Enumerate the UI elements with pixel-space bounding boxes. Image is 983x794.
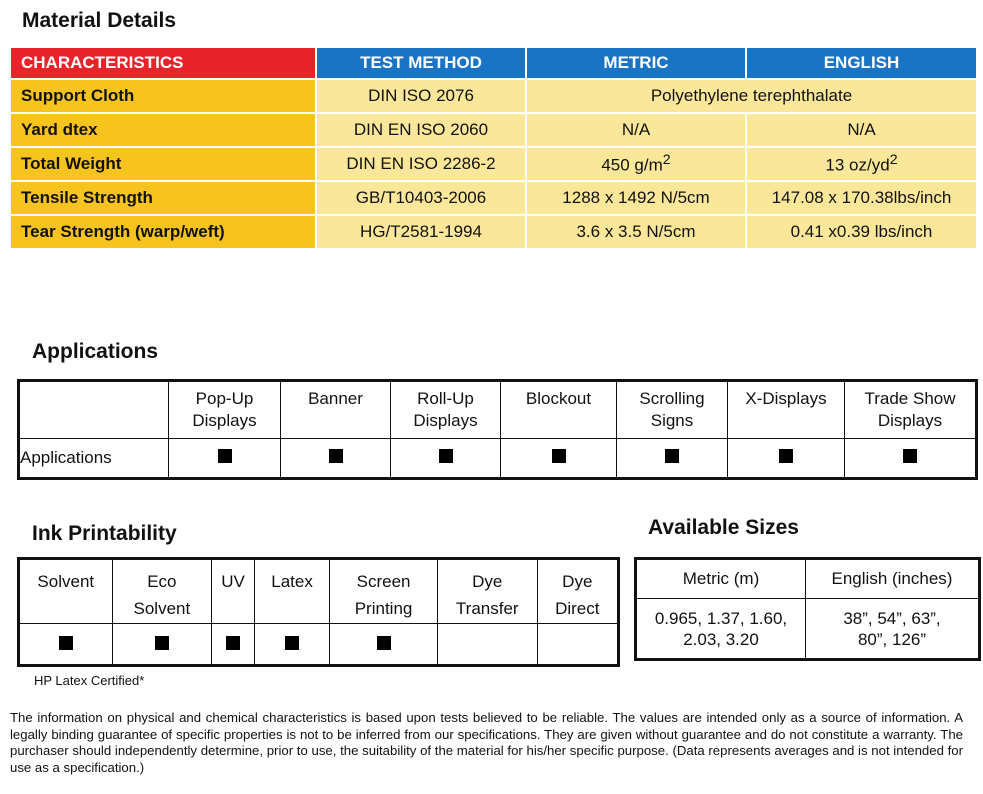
application-check-cell <box>391 439 501 479</box>
metric-sizes-line: 0.965, 1.37, 1.60, <box>654 608 788 628</box>
header-characteristics: CHARACTERISTICS <box>10 47 316 79</box>
ink-check-cell <box>19 624 113 666</box>
header-line: Solvent <box>133 599 191 618</box>
ink-check-cell <box>212 624 255 666</box>
ink-header <box>437 559 537 624</box>
application-header <box>501 381 617 439</box>
application-header <box>281 381 391 439</box>
header-line: UV <box>221 572 245 591</box>
application-header <box>845 381 977 439</box>
ink-header <box>212 559 255 624</box>
check-square-icon <box>59 636 73 650</box>
header-line: Displays <box>192 411 257 430</box>
application-check-cell <box>169 439 281 479</box>
ink-value-row <box>19 624 619 666</box>
check-square-icon <box>377 636 391 650</box>
characteristic-label: Tear Strength (warp/weft) <box>10 215 316 249</box>
header-line: Dye <box>472 572 503 591</box>
material-row-total-weight <box>10 147 977 181</box>
applications-title: Applications <box>32 340 159 363</box>
header-line: Trade Show <box>864 389 956 408</box>
header-line: Eco <box>147 572 177 591</box>
ink-printability-title: Ink Printability <box>32 522 177 545</box>
characteristic-label: Support Cloth <box>10 79 316 113</box>
test-method-value: HG/T2581-1994 <box>316 215 526 249</box>
applications-table <box>17 379 978 480</box>
applications-row-label: Applications <box>19 439 169 479</box>
metric-sizes <box>636 599 806 660</box>
material-header-row <box>10 47 977 79</box>
disclaimer-text: The information on physical and chemical characteristics is based upon tests believed to be reliable. The values are intended only as a source of information. A legally binding guarantee of specific properties is not to be inferred from our specifications. They are given without guarantee and do not constitute a warranty. The purchaser should independently determine, prior to use, the suitability of the material for his/her specific purpose. (Data represents averages and is not intended for use as a specification.) <box>10 710 963 775</box>
check-square-icon <box>779 449 793 463</box>
english-header: English (inches) <box>806 559 980 599</box>
material-row-tear-strength <box>10 215 977 249</box>
header-line: Latex <box>271 572 313 591</box>
characteristic-label: Total Weight <box>10 147 316 181</box>
sizes-value-row <box>636 599 980 660</box>
header-metric: METRIC <box>526 47 746 79</box>
header-line: Displays <box>877 411 943 430</box>
english-exponent: 2 <box>889 152 898 169</box>
ink-check-cell <box>437 624 537 666</box>
ink-check-cell <box>330 624 438 666</box>
ink-header <box>112 559 212 624</box>
test-method-value: DIN EN ISO 2286-2 <box>316 147 526 181</box>
application-check-cell <box>501 439 617 479</box>
test-method-value: DIN EN ISO 2060 <box>316 113 526 147</box>
application-check-cell <box>845 439 977 479</box>
application-header <box>617 381 728 439</box>
header-line: X-Displays <box>745 389 827 408</box>
combined-value: Polyethylene terephthalate <box>526 79 977 113</box>
header-test-method: TEST METHOD <box>316 47 526 79</box>
sizes-header-row <box>636 559 980 599</box>
check-square-icon <box>665 449 679 463</box>
english-sizes <box>806 599 980 660</box>
available-sizes-table <box>634 557 981 661</box>
header-line: Banner <box>308 389 363 408</box>
metric-header: Metric (m) <box>636 559 806 599</box>
english-sizes-line: 80”, 126” <box>857 629 927 649</box>
test-method-value: GB/T10403-2006 <box>316 181 526 215</box>
header-line: Pop-Up <box>195 389 254 408</box>
ink-header <box>254 559 329 624</box>
material-details-table <box>9 46 978 250</box>
material-row-yard-dtex <box>10 113 977 147</box>
ink-header <box>537 559 618 624</box>
header-line: Roll-Up <box>417 389 474 408</box>
test-method-value: DIN ISO 2076 <box>316 79 526 113</box>
english-value: N/A <box>746 113 977 147</box>
english-value <box>746 147 977 181</box>
metric-sizes-line: 2.03, 3.20 <box>683 629 759 649</box>
empty-corner-cell <box>19 381 169 439</box>
check-square-icon <box>285 636 299 650</box>
english-value-text: 13 oz/yd <box>825 155 890 175</box>
characteristic-label: Yard dtex <box>10 113 316 147</box>
header-line: Signs <box>650 411 694 430</box>
ink-check-cell <box>112 624 212 666</box>
check-square-icon <box>226 636 240 650</box>
ink-printability-table <box>17 557 620 667</box>
application-check-cell <box>728 439 845 479</box>
ink-check-cell <box>537 624 618 666</box>
application-header <box>728 381 845 439</box>
metric-value-text: 450 g/m <box>601 155 663 175</box>
metric-exponent: 2 <box>662 152 671 169</box>
metric-value <box>526 147 746 181</box>
check-square-icon <box>903 449 917 463</box>
application-header <box>391 381 501 439</box>
ink-header-row <box>19 559 619 624</box>
metric-value: 1288 x 1492 N/5cm <box>526 181 746 215</box>
header-line: Displays <box>413 411 478 430</box>
english-value: 0.41 x0.39 lbs/inch <box>746 215 977 249</box>
material-row-tensile-strength <box>10 181 977 215</box>
metric-value: N/A <box>526 113 746 147</box>
header-line: Transfer <box>455 599 519 618</box>
header-line: Screen <box>356 572 411 591</box>
header-line: Scrolling <box>639 389 705 408</box>
header-line: Solvent <box>37 572 95 591</box>
metric-value: 3.6 x 3.5 N/5cm <box>526 215 746 249</box>
header-line: Dye <box>562 572 593 591</box>
check-square-icon <box>552 449 566 463</box>
header-line: Direct <box>555 599 600 618</box>
material-row-support-cloth <box>10 79 977 113</box>
hp-latex-note: HP Latex Certified* <box>34 673 145 688</box>
check-square-icon <box>155 636 169 650</box>
ink-check-cell <box>254 624 329 666</box>
application-header <box>169 381 281 439</box>
check-square-icon <box>218 449 232 463</box>
header-line: Printing <box>354 599 413 618</box>
available-sizes-title: Available Sizes <box>648 516 799 539</box>
header-line: Blockout <box>525 389 592 408</box>
applications-header-row <box>19 381 977 439</box>
ink-header <box>330 559 438 624</box>
material-details-title: Material Details <box>22 9 177 32</box>
ink-header <box>19 559 113 624</box>
check-square-icon <box>329 449 343 463</box>
application-check-cell <box>617 439 728 479</box>
applications-value-row <box>19 439 977 479</box>
check-square-icon <box>439 449 453 463</box>
english-value: 147.08 x 170.38lbs/inch <box>746 181 977 215</box>
characteristic-label: Tensile Strength <box>10 181 316 215</box>
application-check-cell <box>281 439 391 479</box>
header-english: ENGLISH <box>746 47 977 79</box>
english-sizes-line: 38”, 54”, 63”, <box>843 608 941 628</box>
